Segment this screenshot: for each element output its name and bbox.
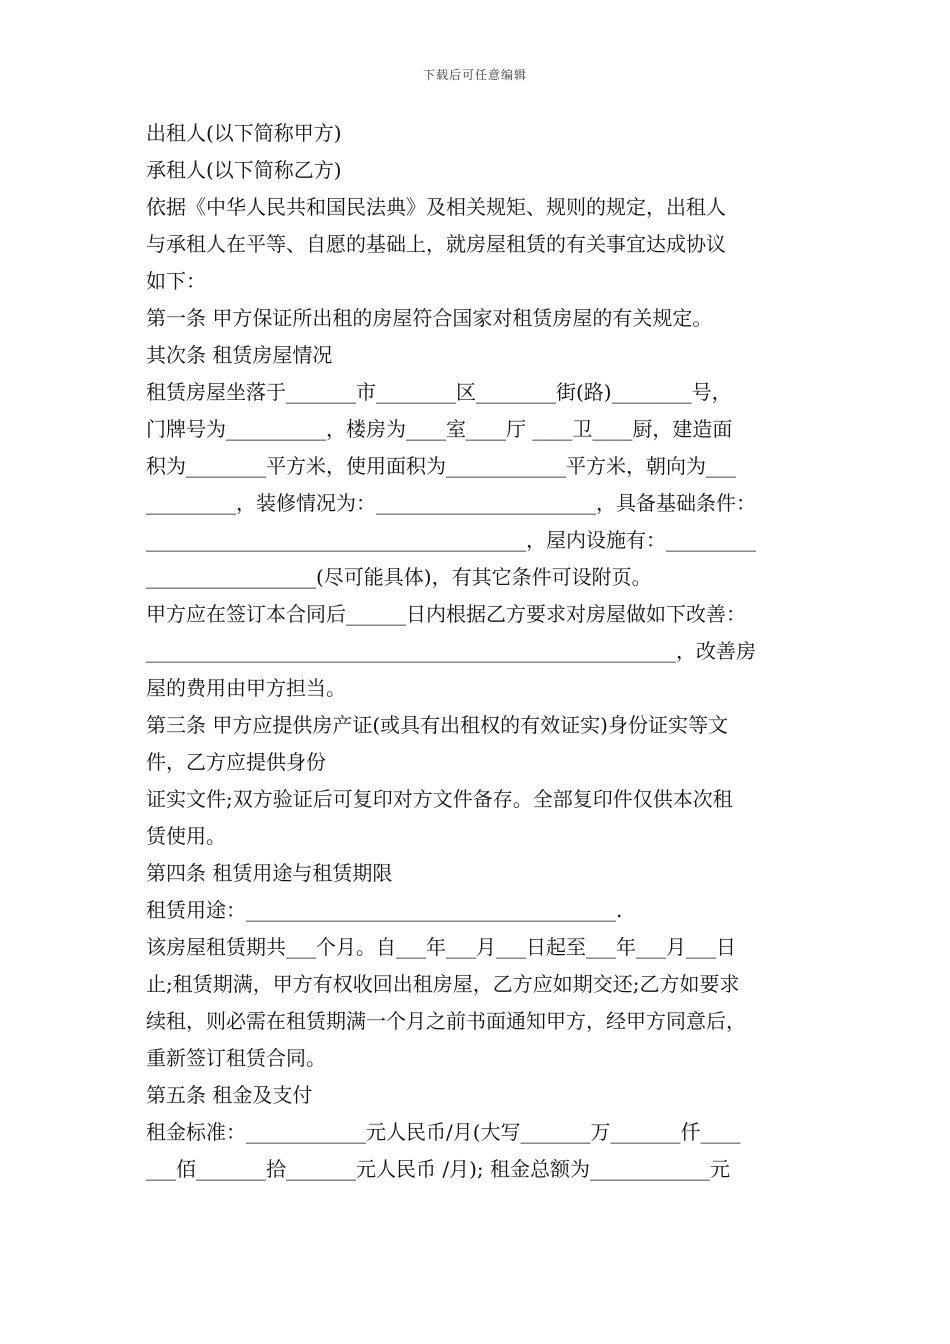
text-line: 门牌号为__________，楼房为____室____厅 ____卫____厨，建造面 xyxy=(146,417,733,441)
contract-body xyxy=(146,115,826,1188)
text-line: ___佰_______拾_______元人民币 /月); 租金总额为____________元 xyxy=(146,1157,730,1181)
text-line: 件，乙方应提供身份 xyxy=(146,750,326,774)
page-header-note: 下载后可任意编辑 xyxy=(422,68,527,82)
text-line: 重新签订租赁合同。 xyxy=(146,1046,326,1070)
text-line: 赁使用。 xyxy=(146,824,226,848)
article-heading: 第五条 租金及支付 xyxy=(146,1083,313,1107)
article-heading: 第三条 甲方应提供房产证(或具有出租权的有效证实)身份证实等文 xyxy=(146,713,728,737)
text-line: _________________(尽可能具体)，有其它条件可设附页。 xyxy=(146,565,652,589)
text-line: 该房屋租赁期共___个月。自___年___月___日起至___年___月___日 xyxy=(146,935,736,959)
text-line: _____________________________________________________，改善房 xyxy=(146,639,756,663)
text-line: 止;租赁期满，甲方有权收回出租房屋，乙方应如期交还;乙方如要求 xyxy=(146,972,740,996)
text-line: 租赁房屋坐落于_______市________区________街(路)________号， xyxy=(146,380,732,404)
text-line: 如下： xyxy=(146,269,206,293)
text-line: 依据《中华人民共和国民法典》及相关规矩、规则的规定，出租人 xyxy=(146,195,726,219)
text-line: 证实文件;双方验证后可复印对方文件备存。全部复印件仅供本次租 xyxy=(146,787,733,811)
article-heading: 其次条 租赁房屋情况 xyxy=(146,343,333,367)
text-line: 租赁用途：_____________________________________. xyxy=(146,898,623,922)
text-line: 与承租人在平等、自愿的基础上，就房屋租赁的有关事宜达成协议 xyxy=(146,232,726,256)
text-line: 甲方应在签订本合同后______日内根据乙方要求对房屋做如下改善： xyxy=(146,602,746,626)
text-line: 承租人(以下简称乙方) xyxy=(146,158,342,182)
text-line: 屋的费用由甲方担当。 xyxy=(146,676,346,700)
article-heading: 第四条 租赁用途与租赁期限 xyxy=(146,861,393,885)
text-line: 续租，则必需在租赁期满一个月之前书面通知甲方，经甲方同意后， xyxy=(146,1009,746,1033)
text-line: ______________________________________，屋内设施有：_________ xyxy=(146,528,756,552)
text-line: 出租人(以下简称甲方) xyxy=(146,121,342,145)
text-line: 租金标准：____________元人民币/月(大写_______万_______仟____ xyxy=(146,1120,741,1144)
text-line: 积为________平方米，使用面积为____________平方米，朝向为___ xyxy=(146,454,736,478)
text-line: _________，装修情况为：______________________，具备基础条件： xyxy=(146,491,756,515)
article-heading: 第一条 甲方保证所出租的房屋符合国家对租赁房屋的有关规定。 xyxy=(146,306,713,330)
